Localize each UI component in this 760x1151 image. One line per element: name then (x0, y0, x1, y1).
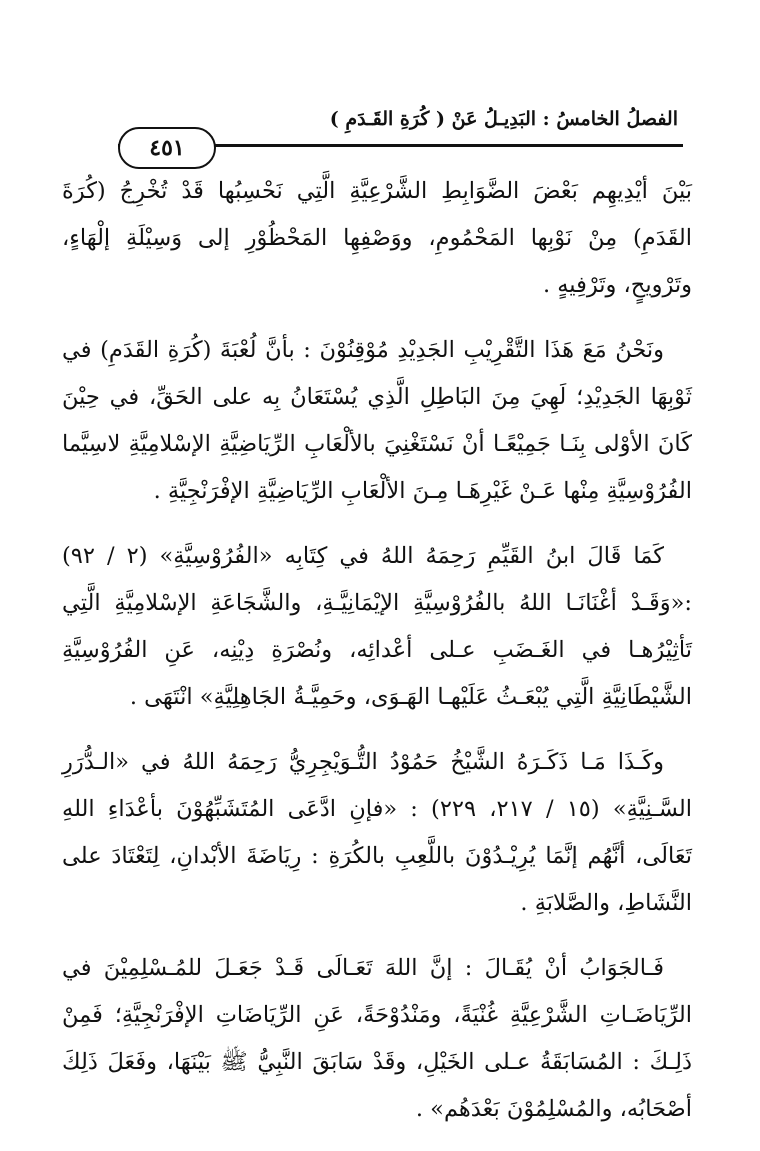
page-number-badge (118, 127, 216, 169)
paragraph: ونَحْنُ مَعَ هَذَا التَّقْرِيْبِ الجَدِيْدِ مُوْقِنُوْنَ : بأنَّ لُعْبَةَ (كُرَةِ القَدَمِ) في ثَوْبِهَا الجَدِيْدِ؛ لَهِيَ مِنَ البَاطِلِ الَّذِي يُسْتَعَانُ بِه على الحَقِّ، في حِيْنَ كَانَ الأوْلى بِنَـا جَمِيْعًـا أنْ نَسْتَغْنِيَ بالألْعَابِ الرِّيَاضِيَّةِ الإسْلامِيَّةِ لاسِيَّما الفُرُوْسِيَّةِ مِنْها عَـنْ غَيْرِهَـا مِـنَ الألْعَابِ الرِّيَاضِيَّةِ الإفْرَنْجِيَّةِ . (62, 337, 692, 504)
body-text (62, 168, 692, 1151)
paragraph: كَمَا قَالَ ابنُ القَيِّمِ رَحِمَهُ اللهُ في كِتَابِه «الفُرُوْسِيَّةِ» (٢ / ٩٢) :«وَقَـدْ أغْنَانَـا اللهُ بالفُرُوْسِيَّةِ الإيْمَانِيَّـةِ، والشَّجَاعَةِ الإسْلامِيَّةِ الَّتِي تَأثِيْرُهـا في الغَـضَبِ عـلى أعْدائِه، ونُصْرَةِ دِيْنِه، عَنِ الفُرُوْسِيَّةِ الشَّيْطَانِيَّةِ الَّتِي يُبْعَـثُ عَلَيْهـا الهَـوَى، وحَمِيَّـةُ الجَاهِلِيَّةِ» انْتَهَى . (62, 543, 692, 710)
chapter-title: الفصلُ الخامسُ : البَدِيـلُ عَنْ ( كُرَةِ القَـدَمِ ) (329, 108, 678, 130)
paragraph: فَـالجَوَابُ أنْ يُقَـالَ : إنَّ اللهَ تَعَـالَى قَـدْ جَعَـلَ للمُـسْلِمِيْنَ في الرِّيَاضَـاتِ الشَّرْعِيَّةِ غُنْيَةً، ومَنْدُوْحَةً، عَنِ الرِّيَاضَاتِ الإفْرَنْجِيَّةِ؛ فَمِنْ ذَلِـكَ : المُسَابَقَةُ عـلى الخَيْلِ، وقَدْ سَابَقَ النَّبِيُّ ﷺ بَيْنَهَا، وفَعَلَ ذَلِكَ أصْحَابُه، والمُسْلِمُوْنَ بَعْدَهُم» . (62, 955, 692, 1122)
paragraph: بَيْنَ أيْدِيهِم بَعْضَ الضَّوَابِطِ الشَّرْعِيَّةِ الَّتِي نَحْسِبُها قَدْ تُخْرِجُ (كُرَةَ القَدَمِ) مِنْ نَوْبِها المَحْمُومِ، ووَصْفِهِا المَحْظُوْرِ إلى وَسِيْلَةِ إلْهَاءٍ، وتَرْويحٍ، وتَرْفِيهٍ . (62, 178, 692, 298)
page-number: ٤٥١ (149, 135, 185, 161)
paragraph: وكَـذَا مَـا ذَكَـرَهُ الشَّيْخُ حَمُوْدُ التُّـوَيْجِرِيُّ رَحِمَهُ اللهُ في «الـدُّرَرِ السَّـنِيَّةِ» (١٥ / ٢١٧، ٢٢٩) : «فإنِ ادَّعَى المُتَشَبِّهُوْنَ بأعْدَاءِ اللهِ تَعَالَى، أنَّهُم إنَّمَا يُرِيْـدُوْنَ باللَّعِبِ بالكُرَةِ : رِيَاضَةَ الأبْدانِ، لِتَعْتَادَ على النَّشَاطِ، والصَّلابَةِ . (62, 749, 692, 916)
